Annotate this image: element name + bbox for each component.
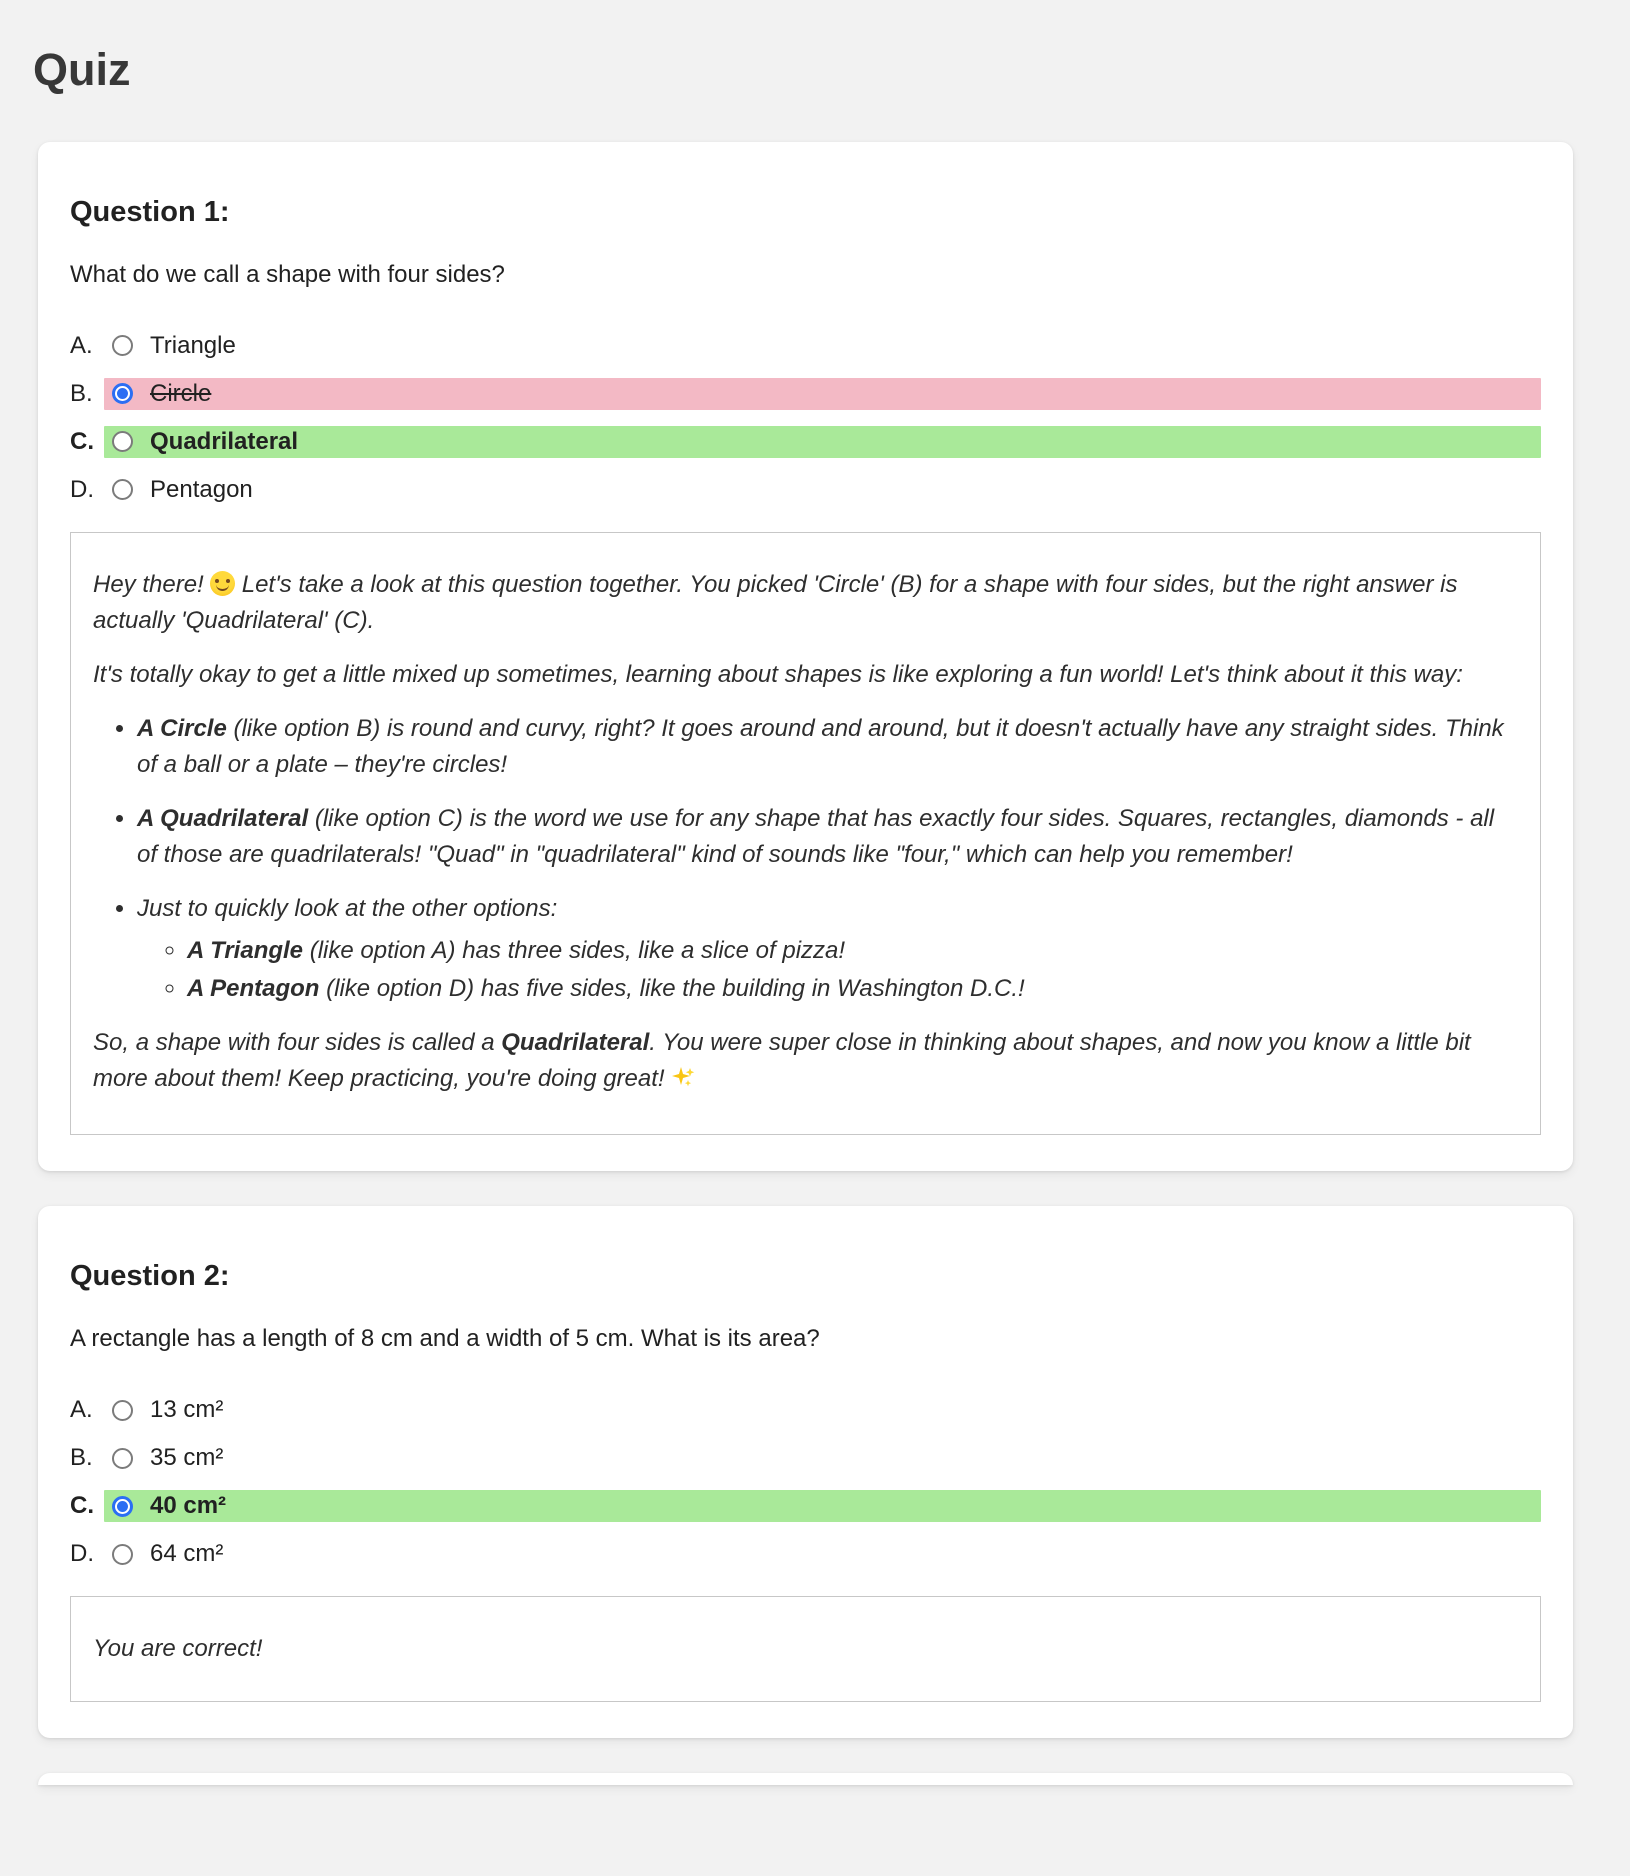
- option-label: Triangle: [150, 331, 236, 359]
- option-letter: D.: [70, 1540, 94, 1568]
- options-list: [70, 330, 1541, 506]
- option-letter: D.: [70, 475, 94, 503]
- option-band: [104, 330, 1541, 362]
- option-band: [104, 1538, 1541, 1570]
- incorrect-answer-highlight: [104, 378, 1541, 410]
- option-letter: B.: [70, 1444, 93, 1472]
- bullet-item: • A Circle (like option B) is round and curvy, right? It goes around and around, but it doesn't actually have any straight sides. Think of a ball or a plate – they're circles!: [137, 711, 1518, 783]
- quiz-card-list: [38, 142, 1573, 1785]
- option-letter: C.: [70, 1492, 94, 1520]
- option-label: 35 cm²: [150, 1444, 224, 1472]
- option-label: Quadrilateral: [150, 427, 299, 455]
- option-row-a[interactable]: [70, 1394, 1541, 1426]
- feedback-box: [70, 532, 1541, 1135]
- next-question-card-partial: [38, 1773, 1573, 1785]
- option-letter: C.: [70, 427, 94, 455]
- feedback-closing-paragraph: So, a shape with four sides is called a Quadrilateral. You were super close in thinking about shapes, and now you know a little bit more about them! Keep practicing, you're doing great!: [93, 1025, 1518, 1100]
- radio-button[interactable]: [112, 1400, 133, 1421]
- option-row-b[interactable]: [70, 378, 1541, 410]
- radio-button-selected[interactable]: [112, 383, 133, 404]
- question-1-card: [38, 142, 1573, 1171]
- option-label: 40 cm²: [150, 1492, 227, 1520]
- option-row-d[interactable]: [70, 1538, 1541, 1570]
- option-band: [104, 474, 1541, 506]
- option-row-c[interactable]: [70, 426, 1541, 458]
- radio-button[interactable]: [112, 1544, 133, 1565]
- option-letter: A.: [70, 331, 93, 359]
- bullet-item: • A Quadrilateral (like option C) is the word we use for any shape that has exactly four sides. Squares, rectangles, diamonds - all of those are quadrilaterals! "Quad" in "quadrilateral" kind of sounds like "four," which can help you remember!: [137, 801, 1518, 873]
- sub-bullet-item: ◦ A Pentagon (like option D) has five sides, like the building in Washington D.C.!: [187, 971, 1518, 1007]
- bullet-list: [93, 711, 1518, 1007]
- question-heading: Question 1:: [70, 195, 230, 228]
- feedback-box: [70, 1596, 1541, 1702]
- option-label: Pentagon: [150, 475, 253, 503]
- sub-bullet-item: ◦ A Triangle (like option A) has three sides, like a slice of pizza!: [187, 933, 1518, 969]
- radio-button[interactable]: [112, 335, 133, 356]
- page-title: Quiz: [33, 44, 131, 95]
- question-2-card: [38, 1206, 1573, 1738]
- option-row-a[interactable]: [70, 330, 1541, 362]
- correct-answer-highlight: [104, 1490, 1541, 1522]
- feedback-paragraph: It's totally okay to get a little mixed up sometimes, learning about shapes is like exploring a fun world! Let's think about it this way:: [93, 660, 1463, 688]
- option-band: [104, 1394, 1541, 1426]
- correct-answer-highlight: [104, 426, 1541, 458]
- option-letter: B.: [70, 379, 93, 407]
- option-letter: A.: [70, 1396, 93, 1424]
- sub-bullet-list: [137, 933, 1518, 1007]
- sparkles-emoji: [671, 1064, 695, 1100]
- question-prompt: What do we call a shape with four sides?: [70, 260, 505, 288]
- option-label: 64 cm²: [150, 1540, 224, 1568]
- feedback-paragraph: You are correct!: [93, 1635, 263, 1663]
- feedback-paragraph: Hey there! Let's take a look at this question together. You picked 'Circle' (B) for a shape with four sides, but the right answer is actually 'Quadrilateral' (C).: [93, 570, 1458, 634]
- option-label: Circle: [150, 379, 212, 407]
- option-row-b[interactable]: [70, 1442, 1541, 1474]
- bullet-item: • Just to quickly look at the other options: ◦ A Triangle (like option A) has three sides, like a slice of pizza! ◦ A Pentagon (like option D) has five sides, like the building in Washington D.C.!: [137, 891, 1518, 1007]
- options-list: [70, 1394, 1541, 1570]
- radio-button[interactable]: [112, 1448, 133, 1469]
- option-label: 13 cm²: [150, 1396, 224, 1424]
- option-band: [104, 1442, 1541, 1474]
- smiling-face-emoji: [210, 571, 235, 596]
- option-row-d[interactable]: [70, 474, 1541, 506]
- radio-button[interactable]: [112, 479, 133, 500]
- option-row-c[interactable]: [70, 1490, 1541, 1522]
- radio-button-selected[interactable]: [112, 1496, 133, 1517]
- question-prompt: A rectangle has a length of 8 cm and a width of 5 cm. What is its area?: [70, 1324, 820, 1352]
- question-heading: Question 2:: [70, 1259, 230, 1292]
- radio-button[interactable]: [112, 431, 133, 452]
